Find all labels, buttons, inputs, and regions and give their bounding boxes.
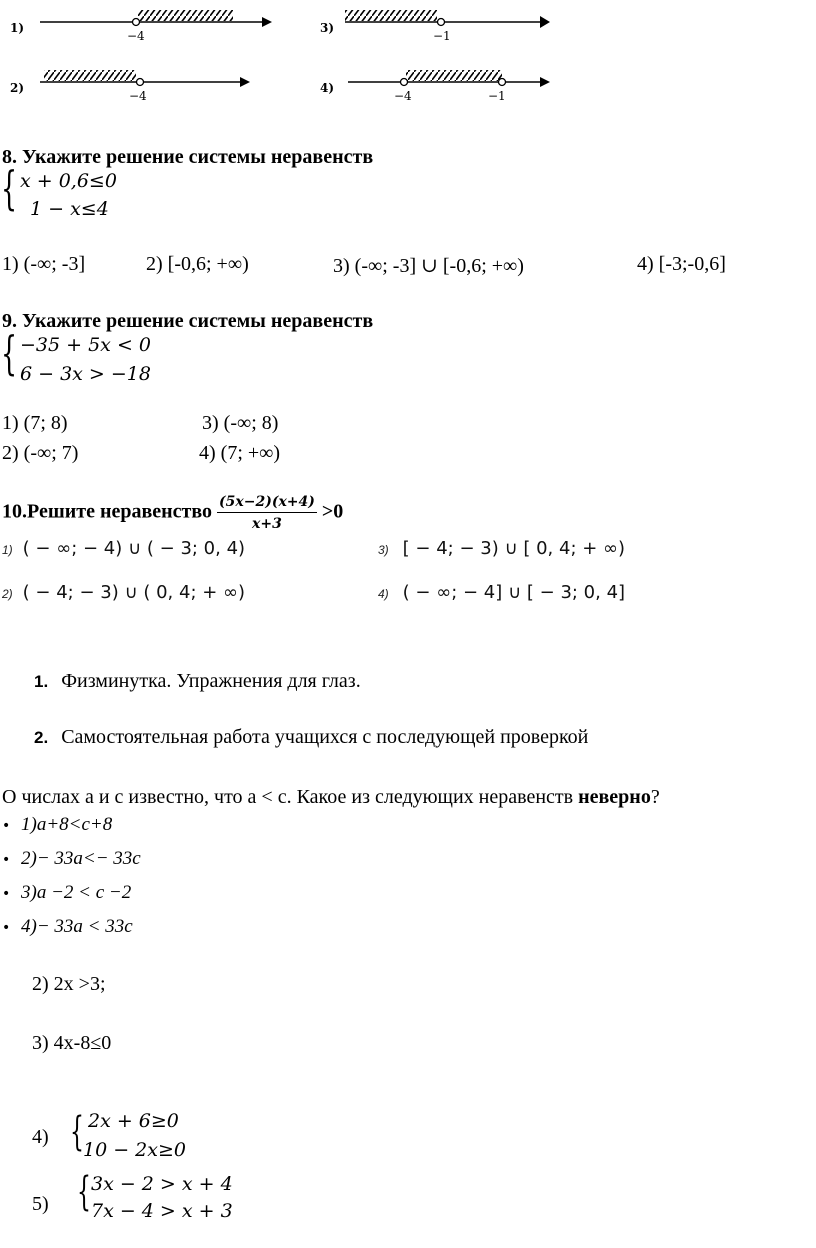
number-line-3 [320,10,550,43]
q10-option-3 [378,538,625,559]
number-line-label: 4) [320,81,335,95]
point-label: −1 [433,29,451,43]
number-line-4 [320,70,550,103]
bullet-text: 3)a −2 < c −2 [21,882,132,903]
bullet-item [2,848,141,870]
step-number: 1. [34,672,49,691]
bullet-dot: • [2,920,11,936]
step-text: Физминутка. Упражнения для глаз. [61,670,361,692]
option-set: ( − ∞; − 4) ∪ ( − 3; 0, 4) [22,538,246,559]
point-label: −1 [488,89,506,103]
option-number: 1) [2,543,13,557]
task-4-label: 4) [32,1126,49,1148]
q9-title: 9. Укажите решение системы неравенств [2,310,374,332]
option-number: 4) [378,587,389,601]
q8-brace: { [1,161,18,215]
question-end: ? [650,786,660,808]
task-5-brace: { [77,1169,91,1215]
bullet-text: 2)− 33a<− 33c [21,848,141,869]
task-4-eq1: 2x + 6≥0 [88,1110,179,1132]
q8-eq1: x + 0,6≤0 [20,170,117,192]
q9-brace: { [1,326,18,380]
task-2: 2) 2x >3; [32,973,106,995]
q9-answer-3: 3) (-∞; 8) [202,412,279,434]
bullet-dot: • [2,818,11,834]
task-3: 3) 4x-8≤0 [32,1032,112,1054]
bullet-dot: • [2,886,11,902]
q10-option-1 [2,538,245,559]
option-number: 3) [378,543,389,557]
bullet-item [2,814,112,836]
bullet-text: 4)− 33a < 33c [21,916,133,937]
task-5-eq2: 7x − 4 > x + 3 [91,1200,233,1222]
q10-denominator: x+3 [252,516,282,532]
number-line-label: 1) [10,21,25,35]
step-number: 2. [34,728,49,747]
q8-title: 8. Укажите решение системы неравенств [2,146,374,168]
q8-eq2: 1 − x≤4 [30,198,109,220]
q9-answer-1: 1) (7; 8) [2,412,68,434]
number-line-2 [10,70,250,103]
question-text [2,786,660,809]
point-label: −4 [127,29,145,43]
q8-answer-1: 1) (-∞; -3] [2,253,86,275]
q9-answer-2: 2) (-∞; 7) [2,442,79,464]
q8-answer-3: 3) (-∞; -3] ∪ [-0,6; +∞) [333,255,524,277]
task-5-eq1: 3x − 2 > x + 4 [91,1173,233,1195]
q10-option-2 [2,582,245,603]
number-line-label: 2) [10,81,25,95]
bullet-text: 1)a+8<c+8 [21,814,113,835]
number-lines-figure [0,0,816,110]
q10-title [2,494,343,532]
q9-eq1: −35 + 5x < 0 [20,334,151,356]
option-set: ( − 4; − 3) ∪ ( 0, 4; + ∞) [22,582,246,603]
task-4-eq2: 10 − 2x≥0 [83,1139,186,1161]
q10-fraction [217,494,317,532]
task-5-label: 5) [32,1193,49,1215]
option-number: 2) [2,587,13,601]
bullet-item [2,916,133,938]
q9-answer-4: 4) (7; +∞) [199,442,281,464]
q9-eq2: 6 − 3x > −18 [20,363,151,385]
question-body: О числах а и с известно, что а < с. Какое из следующих неравенств [2,786,579,808]
number-line-label: 3) [320,21,335,35]
question-emphasis: неверно [578,786,651,808]
q8-answer-4: 4) [-3;-0,6] [637,253,726,275]
bullet-item [2,882,131,904]
number-line-1 [10,10,272,43]
bullet-dot: • [2,852,11,868]
q10-option-4 [378,582,625,603]
option-set: [ − 4; − 3) ∪ [ 0, 4; + ∞) [402,538,626,559]
task-4-brace: { [70,1109,84,1155]
q10-title-text: 10.Решите неравенство [2,500,213,523]
step-1 [34,670,361,693]
option-set: ( − ∞; − 4] ∪ [ − 3; 0, 4] [402,582,626,603]
step-2 [34,726,588,749]
q10-tail: >0 [321,500,344,523]
point-label: −4 [394,89,412,103]
point-label: −4 [129,89,147,103]
q10-numerator: (5x−2)(x+4) [217,494,317,513]
step-text: Самостоятельная работа учащихся с последующей проверкой [61,726,589,748]
q8-answer-2: 2) [-0,6; +∞) [146,253,249,275]
